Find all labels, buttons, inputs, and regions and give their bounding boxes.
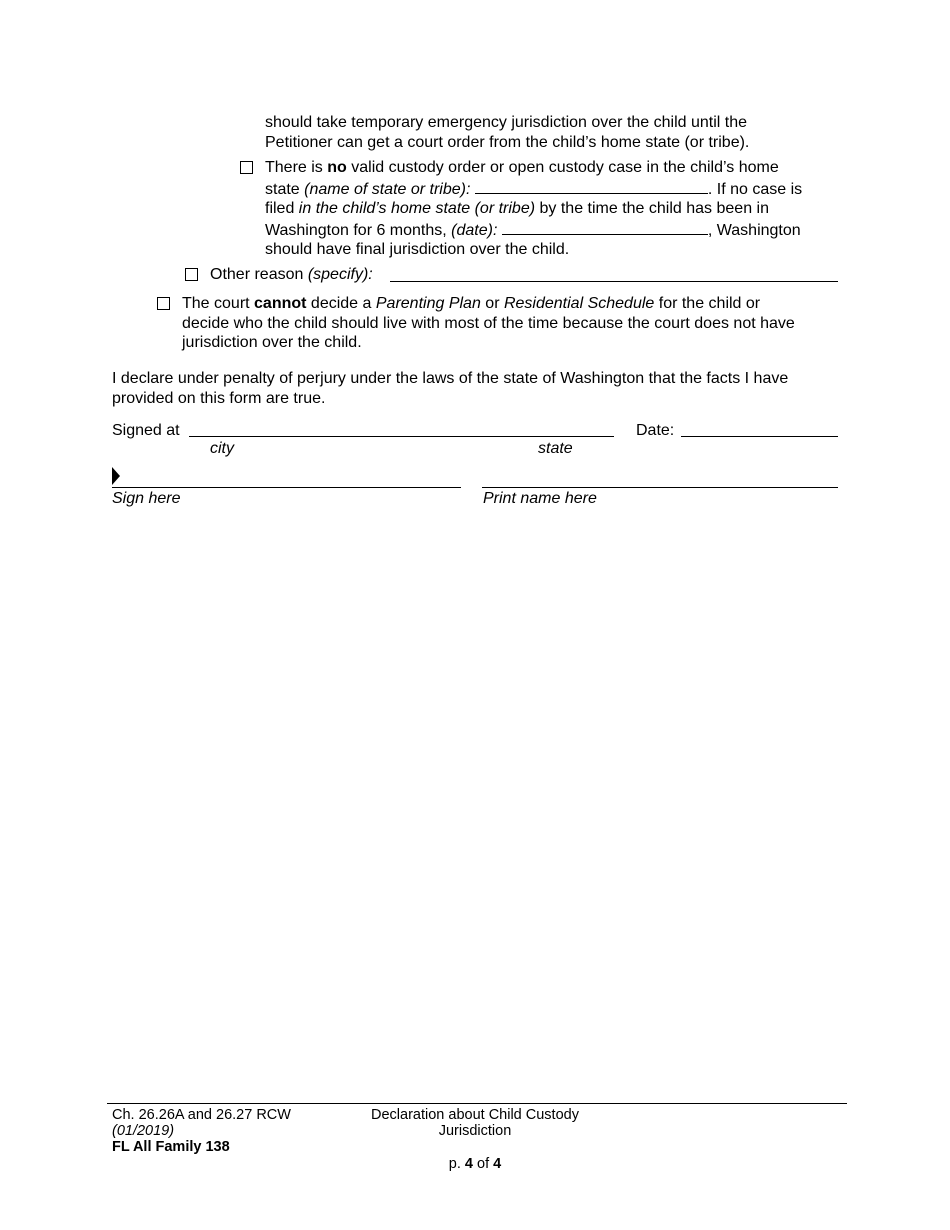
- footer-version: (01/2019): [112, 1123, 175, 1139]
- continuation-line-1: should take temporary emergency jurisdiction over the child until the: [265, 114, 748, 131]
- signed-at-field[interactable]: [189, 436, 614, 437]
- no-case-line-5: should have final jurisdiction over the child.: [265, 241, 570, 258]
- date-label: Date:: [636, 422, 675, 439]
- footer-title: [345, 1107, 605, 1139]
- other-reason-field[interactable]: [390, 281, 838, 282]
- signature-field[interactable]: [112, 487, 461, 488]
- print-name-field[interactable]: [482, 487, 838, 488]
- date-field[interactable]: [681, 436, 838, 437]
- no-case-option-text: [265, 158, 845, 260]
- cannot-line-1: The court cannot decide a Parenting Plan or Residential Schedule for the child or: [182, 295, 761, 312]
- footer-page-number: p. 4 of 4: [448, 1156, 502, 1172]
- no-case-line-1: There is no valid custody order or open custody case in the child’s home: [265, 159, 779, 176]
- footer-divider: [107, 1103, 847, 1104]
- footer-rcw: Ch. 26.26A and 26.27 RCW: [112, 1107, 291, 1123]
- sign-here-caption: Sign here: [112, 490, 181, 507]
- home-state-field[interactable]: [475, 178, 708, 194]
- footer-title-line-2: Jurisdiction: [438, 1123, 512, 1139]
- other-reason-label: Other reason (specify):: [210, 266, 373, 283]
- declaration-text: [112, 369, 847, 408]
- other-reason-checkbox[interactable]: [185, 268, 198, 281]
- cannot-line-3: jurisdiction over the child.: [182, 334, 362, 351]
- footer-left: [112, 1107, 291, 1155]
- footer-form-id: FL All Family 138: [112, 1139, 230, 1155]
- declaration-line-2: provided on this form are true.: [112, 389, 326, 407]
- print-name-caption: Print name here: [483, 490, 597, 507]
- no-case-line-2: state (name of state or tribe): . If no case is: [265, 178, 845, 200]
- signed-at-label: Signed at: [112, 422, 180, 439]
- six-month-date-field[interactable]: [502, 219, 708, 235]
- footer-title-line-1: Declaration about Child Custody: [371, 1107, 579, 1123]
- cannot-decide-checkbox[interactable]: [157, 297, 170, 310]
- state-caption: state: [538, 440, 573, 457]
- no-case-checkbox[interactable]: [240, 161, 253, 174]
- city-caption: city: [210, 440, 234, 457]
- declaration-line-1: I declare under penalty of perjury under the laws of the state of Washington that the facts I have: [112, 370, 789, 387]
- cannot-line-2: decide who the child should live with most of the time because the court does not have: [182, 314, 795, 332]
- no-case-line-4: Washington for 6 months, (date): , Washington: [265, 219, 845, 241]
- signature-arrow-icon: [111, 466, 121, 486]
- cannot-decide-text: [182, 294, 847, 353]
- no-case-line-3: filed in the child’s home state (or tribe) by the time the child has been in: [265, 200, 769, 217]
- continuation-text: [265, 113, 845, 152]
- continuation-line-2: Petitioner can get a court order from the child’s home state (or tribe).: [265, 133, 750, 151]
